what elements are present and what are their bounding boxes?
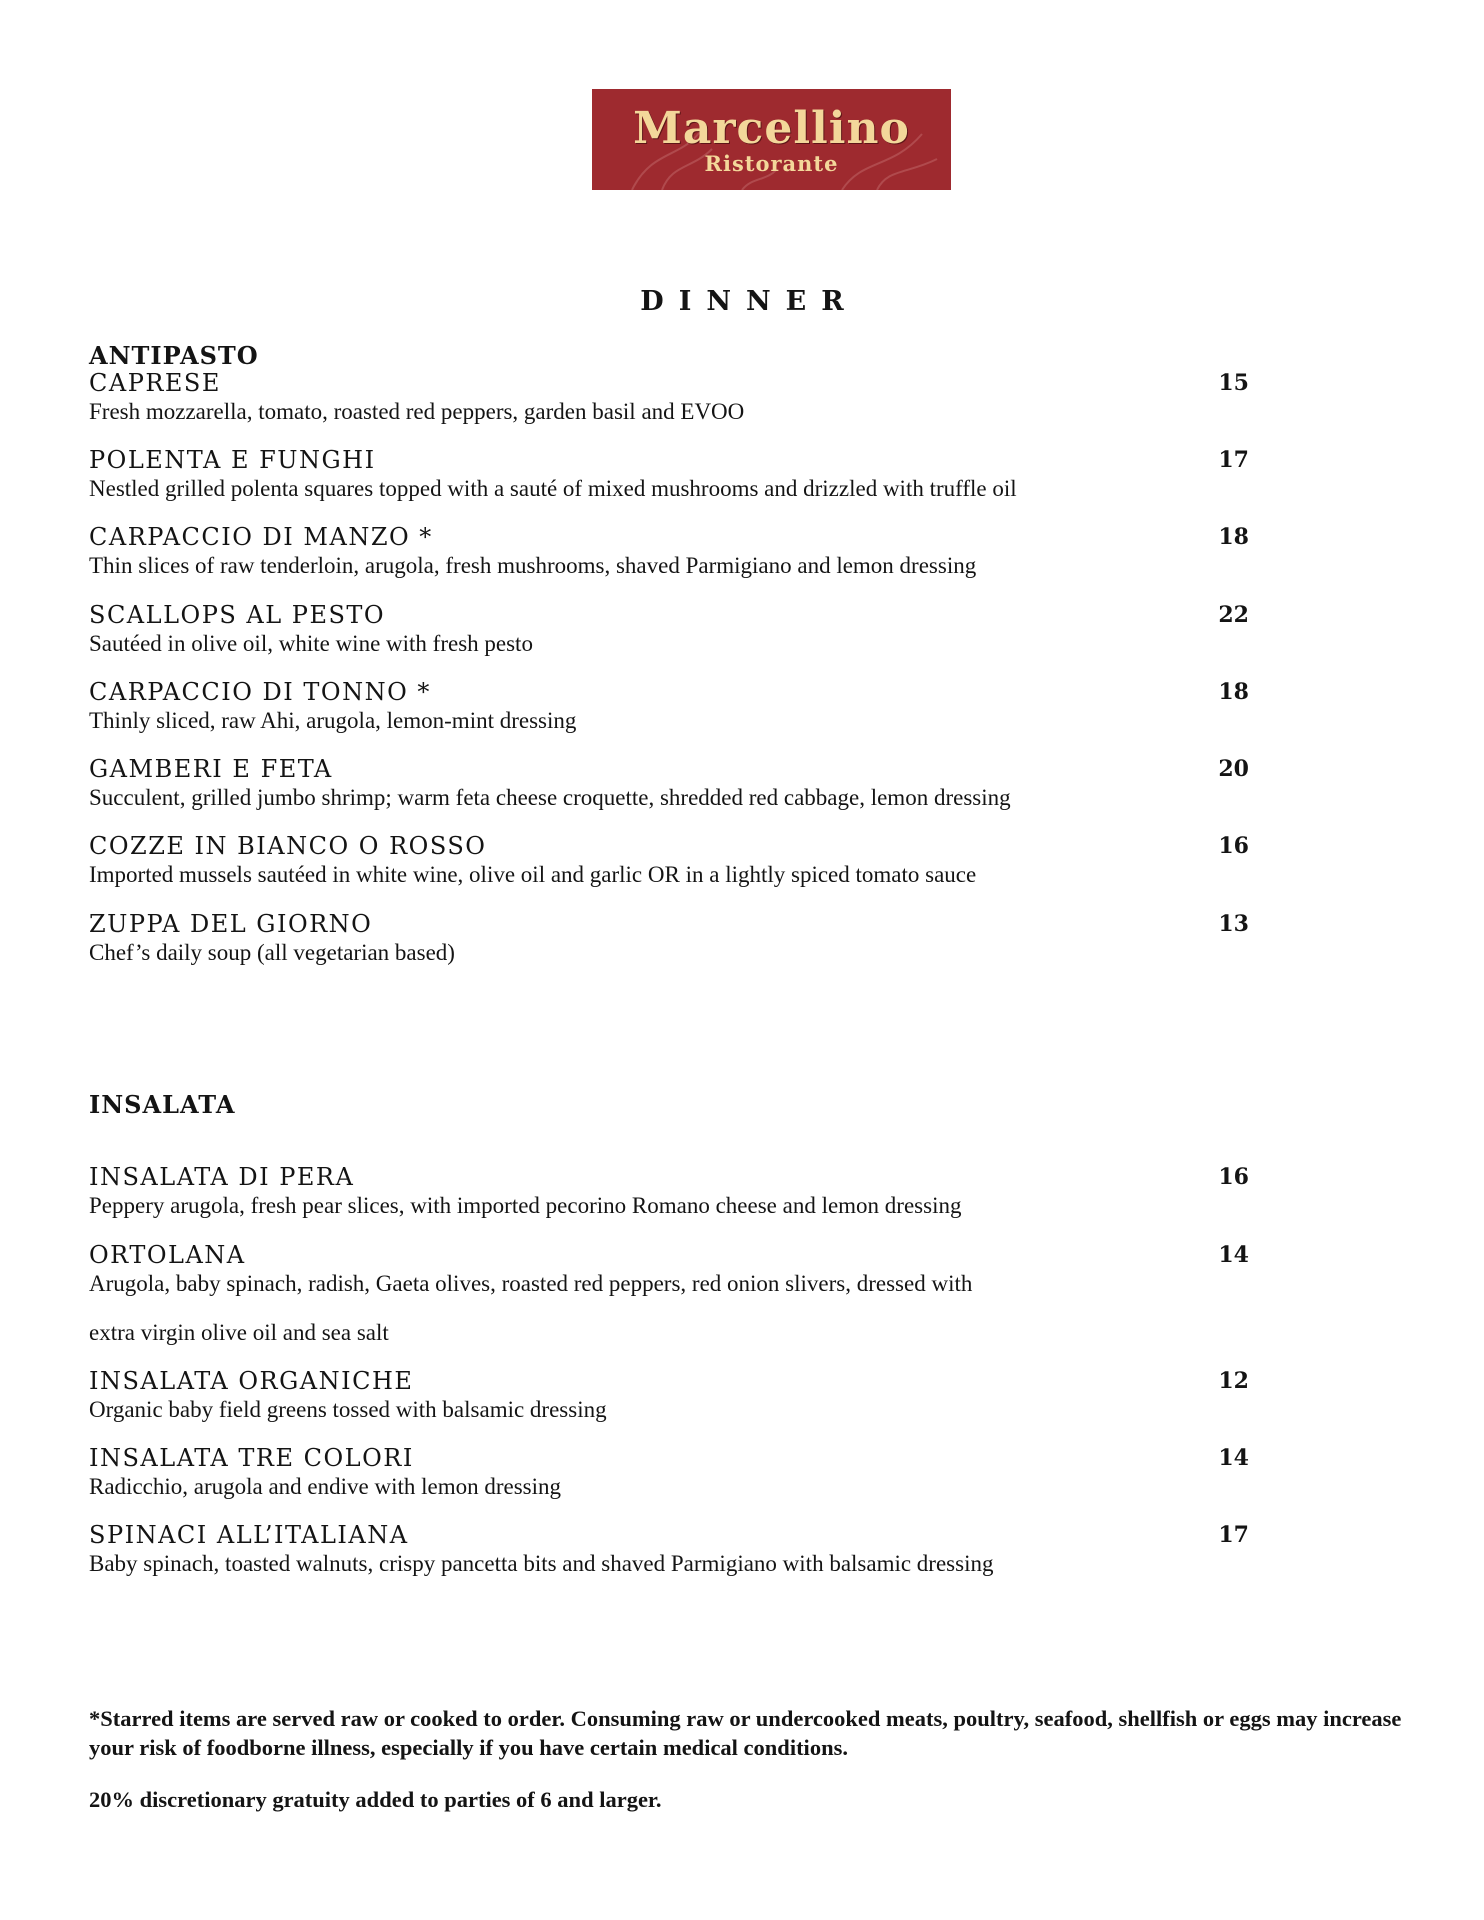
item-description: Arugola, baby spinach, radish, Gaeta olives, roasted red peppers, red onion slivers, dressed with	[89, 1271, 973, 1296]
item-description: Nestled grilled polenta squares topped with a sauté of mixed mushrooms and drizzled with truffle oil	[89, 476, 1017, 501]
item-description-continued: extra virgin olive oil and sea salt	[89, 1320, 389, 1345]
section-heading-insalata: INSALATA	[89, 1090, 236, 1119]
item-description: Succulent, grilled jumbo shrimp; warm feta cheese croquette, shredded red cabbage, lemon dressing	[89, 785, 1011, 810]
menu-item	[89, 1444, 1259, 1501]
item-price: 17	[1218, 1522, 1249, 1548]
menu-item	[89, 601, 1259, 658]
item-price: 16	[1218, 833, 1249, 859]
item-description: Organic baby field greens tossed with balsamic dressing	[89, 1397, 607, 1422]
menu-item	[89, 523, 1259, 580]
menu-item	[89, 678, 1259, 735]
menu-item	[89, 910, 1259, 967]
raw-food-warning: *Starred items are served raw or cooked to order. Consuming raw or undercooked meats, poultry, seafood, shellfish or eggs may increase your risk of foodborne illness, especially if you have certain medical conditions.	[89, 1706, 1402, 1760]
item-price: 18	[1218, 679, 1249, 705]
item-name: CAPRESE	[89, 369, 221, 397]
menu-item	[89, 369, 1259, 426]
item-description: Sautéed in olive oil, white wine with fresh pesto	[89, 631, 533, 656]
item-price: 15	[1218, 370, 1249, 396]
item-name: INSALATA DI PERA	[89, 1163, 355, 1191]
item-name: SCALLOPS AL PESTO	[89, 601, 386, 629]
menu-item	[89, 1367, 1259, 1424]
item-price: 16	[1218, 1164, 1249, 1190]
item-name: ORTOLANA	[89, 1241, 246, 1269]
item-name: GAMBERI E FETA	[89, 755, 333, 783]
item-description: Peppery arugola, fresh pear slices, with imported pecorino Romano cheese and lemon dressing	[89, 1193, 962, 1218]
menu-item	[89, 446, 1259, 503]
item-description: Imported mussels sautéed in white wine, olive oil and garlic OR in a lightly spiced tomato sauce	[89, 862, 977, 887]
menu-item	[89, 1521, 1259, 1578]
item-price: 22	[1218, 602, 1249, 628]
item-name: CARPACCIO DI MANZO *	[89, 523, 433, 551]
item-description: Thinly sliced, raw Ahi, arugola, lemon-mint dressing	[89, 708, 577, 733]
item-description: Thin slices of raw tenderloin, arugola, fresh mushrooms, shaved Parmigiano and lemon dressing	[89, 553, 977, 578]
item-description: Chef’s daily soup (all vegetarian based)	[89, 940, 455, 965]
item-name: POLENTA E FUNGHI	[89, 446, 376, 474]
item-name: INSALATA TRE COLORI	[89, 1444, 414, 1472]
item-name: CARPACCIO DI TONNO *	[89, 678, 431, 706]
item-price: 14	[1218, 1445, 1249, 1471]
item-price: 14	[1218, 1242, 1249, 1268]
item-price: 13	[1218, 911, 1249, 937]
logo-subtitle: Ristorante	[704, 151, 839, 176]
item-price: 18	[1218, 524, 1249, 550]
menu-item	[89, 1163, 1259, 1220]
menu-item	[89, 1241, 1259, 1347]
gratuity-notice: 20% discretionary gratuity added to parties of 6 and larger.	[89, 1787, 662, 1812]
logo-name: Marcellino	[633, 103, 910, 154]
item-description: Fresh mozzarella, tomato, roasted red peppers, garden basil and EVOO	[89, 399, 745, 424]
menu-item	[89, 832, 1259, 889]
item-price: 12	[1218, 1368, 1249, 1394]
item-description: Radicchio, arugola and endive with lemon dressing	[89, 1474, 562, 1499]
item-name: COZZE IN BIANCO O ROSSO	[89, 832, 487, 860]
item-name: INSALATA ORGANICHE	[89, 1367, 414, 1395]
item-price: 17	[1218, 447, 1249, 473]
item-name: ZUPPA DEL GIORNO	[89, 910, 373, 938]
item-description: Baby spinach, toasted walnuts, crispy pancetta bits and shaved Parmigiano with balsamic dressing	[89, 1551, 994, 1576]
restaurant-logo	[592, 89, 951, 190]
section-heading-antipasto: ANTIPASTO	[89, 341, 259, 370]
item-price: 20	[1218, 756, 1249, 782]
item-name: SPINACI ALL’ITALIANA	[89, 1521, 409, 1549]
menu-item	[89, 755, 1259, 812]
menu-title: DINNER	[640, 286, 859, 317]
